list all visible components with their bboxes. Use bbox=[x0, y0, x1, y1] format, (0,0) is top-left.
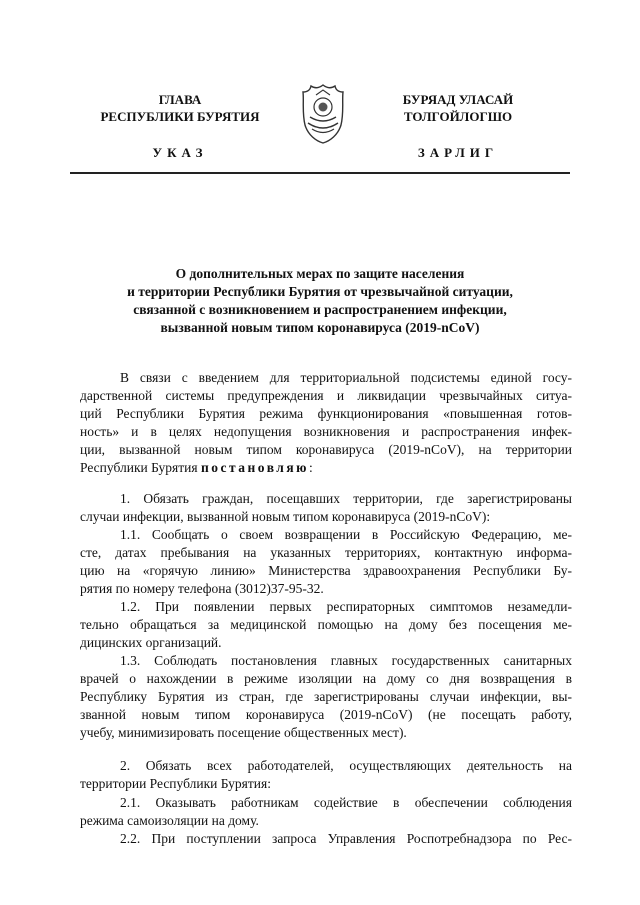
text-line: Республику Бурятия из стран, где зарегистрированы случаи инфекции, вы- bbox=[80, 689, 572, 704]
paragraph-2-2 bbox=[80, 830, 572, 848]
text-line: 1.3. Соблюдать постановления главных государственных санитарных bbox=[120, 653, 572, 668]
paragraph-2 bbox=[80, 757, 572, 793]
text-line: 1. Обязать граждан, посещавших территории, где зарегистрированы bbox=[120, 491, 572, 506]
resolve-word: постановляю bbox=[200, 460, 310, 475]
issuer-region-buryat: БУРЯАД УЛАСАЙ bbox=[402, 92, 514, 107]
header-divider bbox=[70, 172, 570, 174]
title-line: связанной с возникновением и распространением инфекции, bbox=[133, 302, 507, 317]
decree-title bbox=[70, 265, 570, 337]
text-line: 2.1. Оказывать работникам содействие в обеспечении соблюдения bbox=[120, 795, 572, 810]
text-line: В связи с введением для территориальной подсистемы единой госу- bbox=[120, 370, 572, 385]
issuer-buryat bbox=[352, 91, 564, 125]
republic-of-buryatia-coat-of-arms-icon bbox=[298, 83, 348, 145]
text-line: цию на «горячую линию» Министерства здравоохранения Республики Бу- bbox=[80, 563, 572, 578]
text-line: ции, вызванной новым типом коронавируса (2019-nCoV), на территории bbox=[80, 442, 572, 457]
text-line: врачей о нахождении в режиме изоляции на дому со дня возвращения в bbox=[80, 671, 572, 686]
issuer-title-buryat: ТОЛГОЙЛОГШО bbox=[403, 109, 513, 124]
paragraph-1-2 bbox=[80, 598, 572, 652]
paragraph-1-3 bbox=[80, 652, 572, 742]
title-line: и территории Республики Бурятия от чрезвычайной ситуации, bbox=[127, 284, 513, 299]
text-fragment: : bbox=[309, 460, 313, 475]
preamble-paragraph bbox=[80, 369, 572, 477]
document-type-buryat: ЗАРЛИГ bbox=[417, 145, 499, 160]
title-line: О дополнительных мерах по защите населения bbox=[175, 266, 465, 281]
text-line: 1.2. При появлении первых респираторных симптомов незамедли- bbox=[120, 599, 572, 614]
text-line: территории Республики Бурятия: bbox=[80, 776, 271, 791]
text-line: званной новым типом коронавируса (2019-nCoV) (не посещать работу, bbox=[80, 707, 572, 722]
text-line: дицинских организаций. bbox=[80, 635, 222, 650]
paragraph-2-1 bbox=[80, 794, 572, 830]
text-line: ность» и в целях недопущения возникновения и распространения инфек- bbox=[80, 424, 572, 439]
paragraph-1-1 bbox=[80, 526, 572, 598]
text-line: учебу, минимизировать посещение общественных мест). bbox=[80, 725, 407, 740]
title-line: вызванной новым типом коронавируса (2019-nCoV) bbox=[160, 320, 480, 335]
issuer-title: ГЛАВА bbox=[158, 92, 202, 107]
text-line: режима самоизоляции на дому. bbox=[80, 813, 259, 828]
paragraph-1 bbox=[80, 490, 572, 526]
text-line: случаи инфекции, вызванной новым типом коронавируса (2019-nCoV): bbox=[80, 509, 491, 524]
text-line: 2. Обязать всех работодателей, осуществляющих деятельность на bbox=[120, 758, 572, 773]
text-fragment: Республики Бурятия bbox=[80, 460, 201, 475]
document-type-russian: УКАЗ bbox=[152, 145, 208, 160]
text-line: дарственной системы предупреждения и ликвидации чрезвычайных ситуа- bbox=[80, 388, 572, 403]
text-line: 1.1. Сообщать о своем возвращении в Российскую Федерацию, ме- bbox=[120, 527, 572, 542]
issuer-russian bbox=[70, 91, 290, 125]
text-line: тельно обращаться за медицинской помощью на дому без посещения ме- bbox=[80, 617, 572, 632]
text-line bbox=[80, 459, 572, 477]
text-line: ций Республики Бурятия режима функционирования «повышенная готов- bbox=[80, 406, 572, 421]
text-line: 2.2. При поступлении запроса Управления Роспотребнадзора по Рес- bbox=[120, 831, 572, 846]
text-line: сте, датах пребывания на указанных территориях, контактную информа- bbox=[80, 545, 572, 560]
issuer-region: РЕСПУБЛИКИ БУРЯТИЯ bbox=[100, 109, 260, 124]
text-line: рятия по номеру телефона (3012)37-95-32. bbox=[80, 581, 324, 596]
